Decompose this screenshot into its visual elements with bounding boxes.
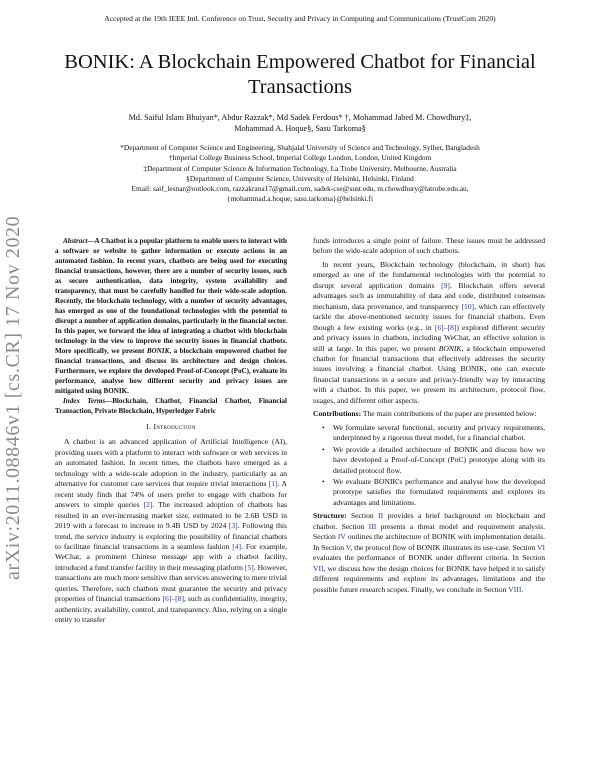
text: evaluates the performance of BONIK under different criteria. In Section (313, 553, 545, 563)
citation-link[interactable]: [4] (232, 541, 242, 551)
text: . Following this trend, the service industry is exploring the possibility of financial chatbots to facilitate financial transactions in a seamless fashion (55, 521, 287, 551)
index-terms-label: Index Terms (63, 397, 106, 405)
text: . For example, WeChat, a prominent Chinese message app with a chatbot facility, introduced a fund transfer facility in their messaging platform (55, 541, 287, 572)
abstract-bonik: BONIK (146, 347, 170, 355)
list-item: • We evaluate BONIK's performance and analyse how the developed prototype satisfies the formulated requirements and explores its advantages and limitations. (333, 477, 545, 508)
affiliation-line: §Department of Computer Science, University of Helsinki, Helsinki, Finland (186, 173, 414, 183)
intro-continuation: funds introduces a single point of failure. These issues must be addressed before the wide-scale adoption of such chatbots. (313, 236, 545, 256)
email-line: Email: saif_lesnar@outlook.com, razzakrana17@gmail.com, sadek-cse@sust.edu, m.chowdhury@latrobe.edu.au, (131, 184, 469, 194)
intro-paragraph (313, 260, 545, 406)
text: , a blockchain empowered chatbot for financial transactions that effectively addresses the security issues involving a financial chatbot. Using BONIK, one can execute financial transactions in a secure and privacy-friendly way by interacting with a chatbot. In this paper, we present its architecture, protocol flow, usages, and different other aspects. (313, 343, 545, 405)
affiliation-line: *Department of Computer Science and Engineering, Shahjalal University of Science and Technology, Sylhet, Bangladesh (120, 143, 480, 152)
left-column (55, 236, 287, 626)
citation-link[interactable]: [2] (143, 500, 153, 510)
citation-link[interactable]: [9] (441, 280, 450, 290)
contributions-list (313, 423, 545, 509)
contributions-paragraph (313, 409, 545, 419)
section-link[interactable]: VI (537, 542, 546, 552)
text: presents a threat model and requirement analysis. Section (313, 521, 546, 542)
index-terms-text: —Blockchain, Chatbot, Financial Chatbot, Financial Transaction, Private Blockchain, Hyperledger Fabric (55, 397, 287, 415)
conference-banner: Accepted at the 19th IEEE Intl. Conference on Trust, Security and Privacy in Computing and Communications (TrustCom 2020) (104, 14, 496, 23)
text: , such as confidentiality, integrity, authenticity, availability, control, and transparency. Also, relying on a single entity to transfer (55, 594, 287, 625)
text: . However, transactions are much more sensitive than services answering to mere trivial queries. Therefore, such chatbots must guarantee the security and privacy properties of financial transactions (55, 562, 287, 604)
affiliations (30, 143, 570, 205)
author-line-1: Md. Saiful Islam Bhuiyan*, Abdur Razzak*, Md Sadek Ferdous* †, Mohammad Jabed M. Chowdhury‡, (128, 113, 472, 122)
intro-paragraph (55, 437, 287, 625)
section-heading-introduction: I. Introduction (146, 422, 196, 431)
text: . (521, 584, 524, 594)
text: , which can effectively tackle the above-mentioned security issues for financial chatbots. Even though a few existing works (e.g., in (313, 301, 546, 332)
section-link[interactable]: VII (313, 563, 324, 573)
text: A chatbot is an advanced application of Artificial Intelligence (AI), providing users with a platform to interact with software or web services in an automated fashion. In recent times, the chatbots have emerged as a technology with a wide-scale adoption in the industry, particularly as an alternative for customer care services that require trivial interactions (55, 437, 287, 489)
citation-link[interactable]: [10] (461, 301, 475, 311)
structure-label: Structure: (313, 511, 347, 521)
citation-link[interactable]: [6]–[8] (434, 322, 457, 332)
affiliation-line: †Imperial College Business School, Imperial College London, London, United Kingdom (168, 153, 432, 163)
text: In recent years, Blockchain technology (blockchain, in short) has emerged as one of the fundamental technologies with the potential to disrupt several application domains (313, 259, 545, 290)
right-column (313, 236, 545, 595)
text: The main contributions of the paper are presented below: (361, 409, 537, 419)
section-link[interactable]: III (368, 521, 377, 531)
text: , the protocol flow of BONIK illustrates its use-case. Section (350, 542, 537, 552)
abstract-text: —A Chatbot is a popular platform to enable users to interact with a software or website to gather information or execute actions in an automated fashion. In recent years, chatbots are being used for executing financial transactions, however, there are a number of security issues, such as secure authentication, data integrity, system availability and transparency, that must be carefully handled for their wide-scale adoption. Recently, the blockchain technology, with a number of security advantages, has emerged as one of the foundational technologies with the potential to disrupt a number of application domains, particularly in the financial sector. In this paper, we forward the idea of integrating a chatbot with blockchain technology in the view to improve the security issues in financial chatbots. More specifically, we present (55, 237, 287, 355)
text: , we discuss how the design choices for BONIK have helped it to satisfy different requirements and explore its advantages, limitations and the possible future research scopes. Finally, we conclude in Section (313, 563, 545, 594)
text: . The increased adoption of chatbots has resulted in an ever-increasing market size, estimated to be 2.6B USD in 2019 with a forecast to increase to 9.4B USD by 2024 (55, 500, 287, 531)
citation-link[interactable]: [1] (268, 479, 278, 489)
list-item: • We formulate several functional, security and privacy requirements, underpinned by a rigorous threat model, for a financial chatbot. (333, 423, 545, 444)
text: Section (346, 511, 379, 521)
abstract (55, 236, 287, 396)
list-item: • We provide a detailed architecture of BONIK and discuss how we have developed a Proof-of-Concept (PoC) prototype along with its detailed protocol flow. (333, 445, 545, 476)
section-link[interactable]: VIII (508, 584, 522, 594)
text: . A recent study finds that 74% of users prefer to engage with chatbots for answers to simple queries (55, 479, 287, 510)
arxiv-stamp: arXiv:2011.08846v1 [cs.CR] 17 Nov 2020 (2, 215, 24, 580)
bonik-name: BONIK (438, 343, 462, 353)
section-link[interactable]: V (345, 542, 351, 552)
section-link[interactable]: II (378, 511, 384, 521)
email-line: {mohammad.a.hoque, sasu.tarkoma}@helsinki.fi (226, 194, 374, 204)
author-list (40, 113, 560, 134)
abstract-label: Abstract (63, 237, 88, 245)
structure-paragraph (313, 511, 545, 595)
abstract-text-end: , a blockchain empowered chatbot for financial transactions, and discuss its architecture and design choices. Furthermore, we explore the developed Proof-of-Concept (PoC), evaluate its performance, analyse how different security and privacy issues are mitigated using BONIK. (55, 347, 288, 395)
text: ) explored different security and privacy issues in chatbots, including WeChat, an effective solution is still at large. In this paper, we present (313, 322, 545, 353)
citation-link[interactable]: [6]–[8] (162, 594, 185, 604)
text: outlines the architecture of BONIK with implementation details. In Section (313, 532, 545, 552)
citation-link[interactable]: [5] (244, 562, 254, 572)
text: provides a brief background on blockchain and chatbot. Section (313, 511, 545, 531)
author-line-2: Mohammad A. Hoque§, Sasu Tarkoma§ (234, 123, 366, 133)
section-link[interactable]: IV (337, 532, 346, 542)
paper-title: BONIK: A Blockchain Empowered Chatbot for Financial Transactions (64, 51, 536, 98)
citation-link[interactable]: [3] (228, 521, 238, 531)
text: . Blockchain offers several advantages such as immutability of data and code, distributed consensus mechanism, data provenance, and transparency (313, 280, 545, 311)
contributions-label: Contributions: (313, 409, 362, 419)
affiliation-line: ‡Department of Computer Science & Information Technology, La Trobe University, Melbourne, Australia (143, 163, 457, 173)
index-terms (55, 396, 287, 416)
